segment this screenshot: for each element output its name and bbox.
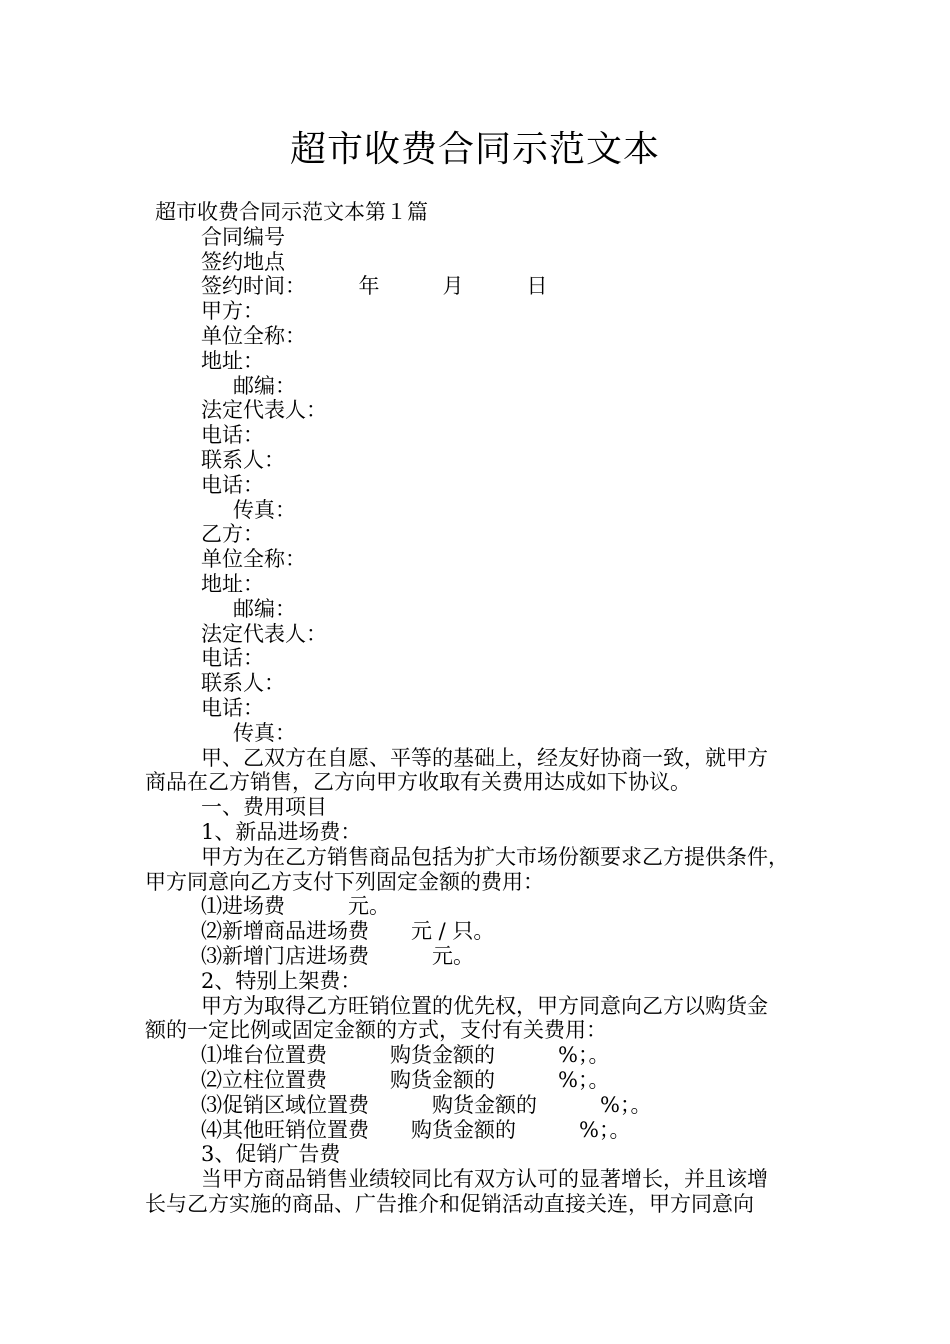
document-line: 甲方： xyxy=(201,299,264,324)
document-line: 长与乙方实施的商品、广告推介和促销活动直接关连，甲方同意向 xyxy=(145,1192,754,1216)
document-line: 甲方为取得乙方旺销位置的优先权，甲方同意向乙方以购货金 xyxy=(201,993,768,1018)
document-line: 乙方： xyxy=(201,522,264,547)
document-line: 额的一定比例或固定金额的方式，支付有关费用： xyxy=(145,1018,607,1043)
document-line: 电话： xyxy=(201,472,264,497)
document-line: 3、促销广告费 xyxy=(201,1142,341,1167)
document-line: 当甲方商品销售业绩较同比有双方认可的显著增长，并且该增 xyxy=(201,1167,768,1192)
document-line: 传真： xyxy=(233,497,296,522)
document-line: 电话： xyxy=(201,696,264,720)
document-line: ⑷其他旺销位置费 购货金额的 %；。 xyxy=(201,1117,631,1142)
document-line: ⑶新增门店进场费 元。 xyxy=(201,944,474,968)
document-line: 甲、乙双方在自愿、平等的基础上，经友好协商一致，就甲方 xyxy=(201,745,768,770)
document-line: 商品在乙方销售，乙方向甲方收取有关费用达成如下协议。 xyxy=(145,770,691,795)
document-line: 甲方为在乙方销售商品包括为扩大市场份额要求乙方提供条件， xyxy=(201,844,789,869)
document-line: 超市收费合同示范文本第１篇 xyxy=(155,200,428,224)
document-line: 法定代表人： xyxy=(201,398,327,423)
document-line: 签约地点 xyxy=(201,249,285,274)
document-line: ⑵新增商品进场费 元 / 只。 xyxy=(201,919,495,944)
document-line: 合同编号 xyxy=(201,224,285,249)
page-title: 超市收费合同示范文本 xyxy=(289,129,660,170)
document-line: 法定代表人： xyxy=(201,621,327,646)
document-line: 邮编： xyxy=(233,373,296,398)
document-line: 单位全称： xyxy=(201,324,306,348)
document-line: 2、特别上架费： xyxy=(201,968,362,993)
document-line: 1、新品进场费： xyxy=(201,820,362,844)
document-line: ⑴进场费 元。 xyxy=(201,894,390,919)
document-line: 签约时间： 年 月 日 xyxy=(201,274,548,299)
document-line: 联系人： xyxy=(201,448,285,472)
document-line: 甲方同意向乙方支付下列固定金额的费用： xyxy=(145,869,544,894)
document-line: 单位全称： xyxy=(201,547,306,572)
document-line: 电话： xyxy=(201,646,264,671)
document-line: 地址： xyxy=(201,572,264,596)
document-line: ⑴堆台位置费 购货金额的 %；。 xyxy=(201,1043,610,1068)
document-line: 邮编： xyxy=(233,596,296,621)
document-line: 地址： xyxy=(201,348,264,373)
document-line: ⑶促销区域位置费 购货金额的 %；。 xyxy=(201,1092,652,1117)
document-line: 联系人： xyxy=(201,671,285,696)
document-line: 电话： xyxy=(201,423,264,448)
document-line: ⑵立柱位置费 购货金额的 %；。 xyxy=(201,1068,610,1092)
document-line: 传真： xyxy=(233,720,296,745)
document-line: 一、费用项目 xyxy=(201,795,327,820)
